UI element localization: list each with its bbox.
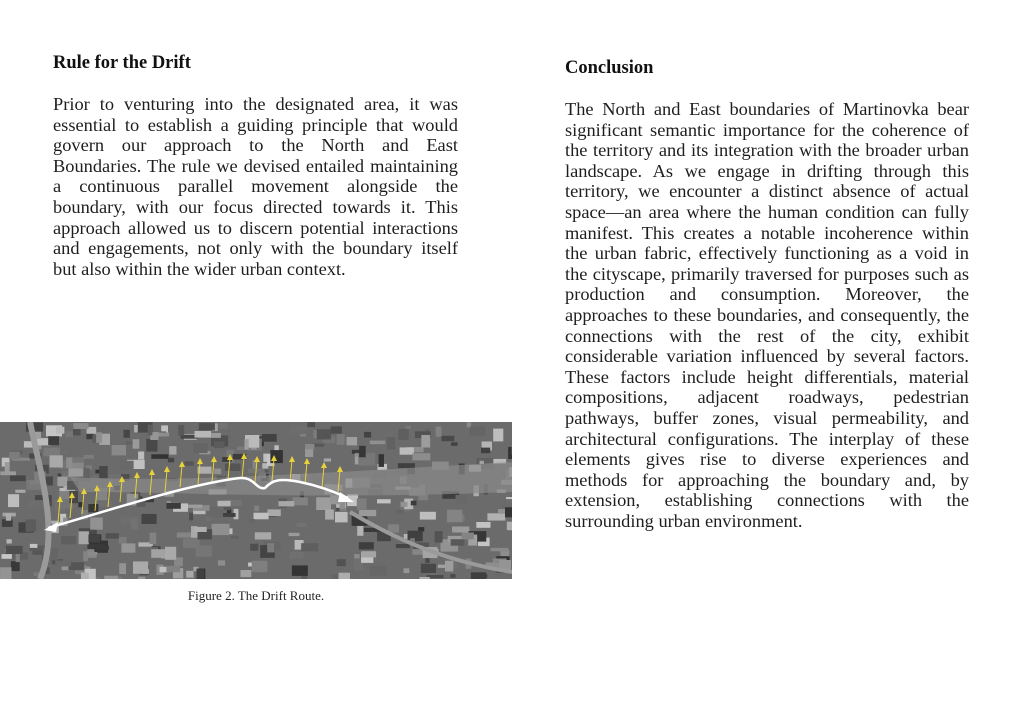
figure-caption: Figure 2. The Drift Route. [187, 588, 325, 603]
right-column [565, 57, 969, 531]
left-column [53, 52, 458, 279]
conclusion-paragraph: The North and East boundaries of Martinovka bear significant semantic importance for the coherence of the territory and its integration with the broader urban landscape. As we engage in drifting through this territory, we encounter a distinct absence of actual space—an area where the human condition can fully manifest. This creates a notable incoherence within the urban fabric, effectively functioning as a void in the cityscape, primarily traversed for purposes such as production and consumption. Moreover, the approaches to these boundaries, and consequently, the connections with the rest of the city, exhibit considerable variation influenced by several factors. These factors include height differentials, material compositions, adjacent roadways, pedestrian pathways, buffer zones, visual permeability, and architectural configurations. The interplay of these elements gives rise to diverse experiences and methods for approaching the boundary and, by extension, establishing connections with the surrounding urban environment. [565, 99, 969, 531]
rule-paragraph: Prior to venturing into the designated area, it was essential to establish a guiding principle that would govern our approach to the North and East Boundaries. The rule we devised entailed maintaining a continuous parallel movement alongside the boundary, with our focus directed towards it. This approach allowed us to discern potential interactions and engagements, not only with the boundary itself but also within the wider urban context. [53, 94, 458, 279]
section-heading-rule: Rule for the Drift [53, 53, 191, 73]
drift-route-map [0, 422, 512, 579]
section-heading-conclusion: Conclusion [565, 58, 654, 78]
aerial-map-image [0, 422, 512, 579]
